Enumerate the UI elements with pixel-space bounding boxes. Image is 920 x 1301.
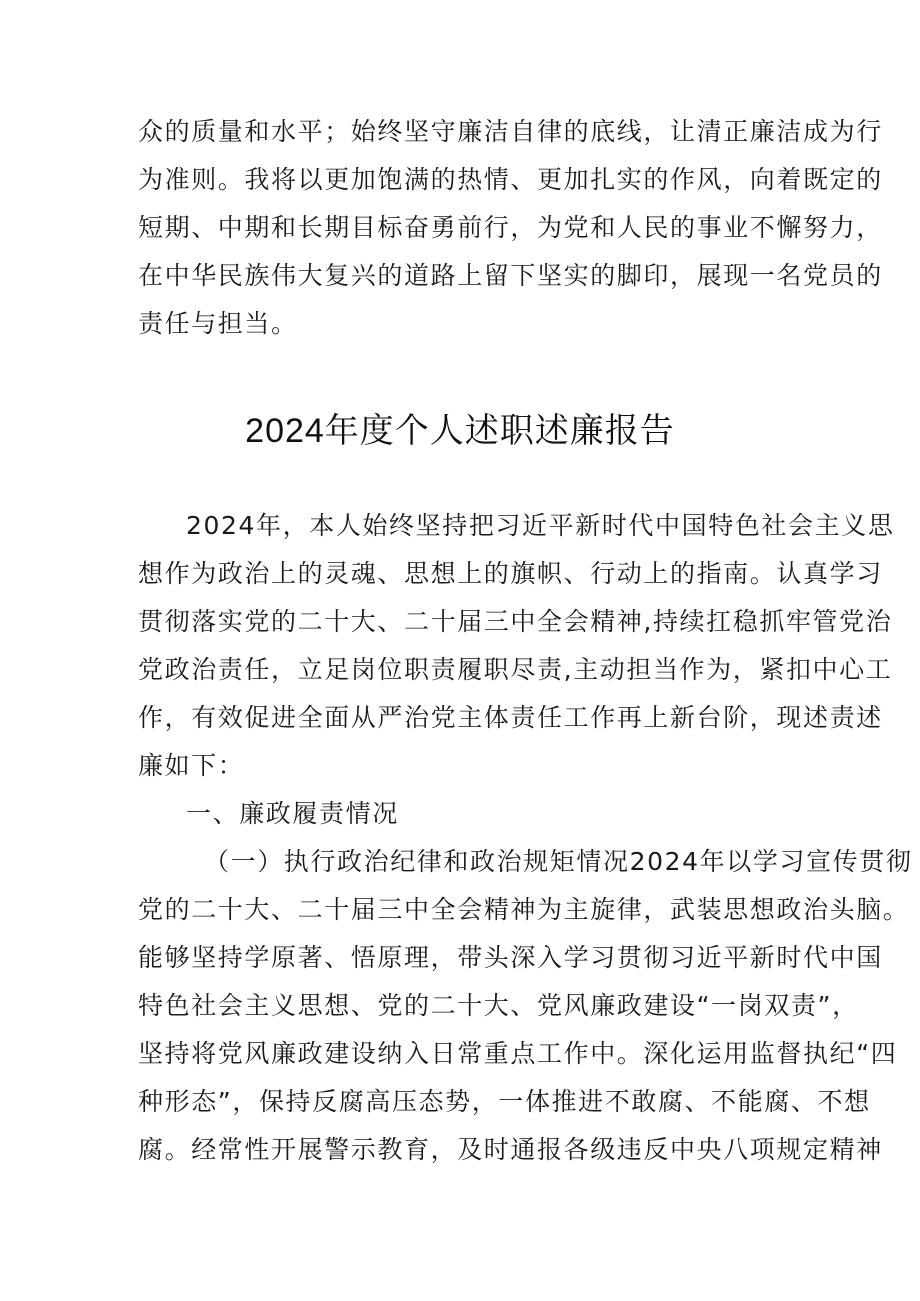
- intro-line-4: 在中华民族伟大复兴的道路上留下坚实的脚印，展现一名党员的: [138, 261, 883, 290]
- paragraph2-line-1: （一）执行政治纪律和政治规矩情况2024年以学习宣传贯彻: [204, 847, 913, 876]
- paragraph1-line-2: 想作为政治上的灵魂、思想上的旗帜、行动上的指南。认真学习: [138, 559, 883, 588]
- paragraph2-line-6: 种形态”，保持反腐高压态势，一体推进不敢腐、不能腐、不想: [138, 1087, 871, 1116]
- paragraph2-line-7: 腐。经常性开展警示教育，及时通报各级违反中央八项规定精神: [138, 1135, 883, 1164]
- report-title: 2024年度个人述职述廉报告: [245, 412, 675, 450]
- paragraph1-line-1: 2024年，本人始终坚持把习近平新时代中国特色社会主义思: [186, 511, 895, 540]
- section-heading: 一、廉政履责情况: [186, 799, 399, 828]
- paragraph2-line-3: 能够坚持学原著、悟原理，带头深入学习贯彻习近平新时代中国: [138, 943, 883, 972]
- paragraph1-line-3: 贯彻落实党的二十大、二十届三中全会精神,持续扛稳抓牢管党治: [138, 607, 893, 636]
- paragraph2-line-4: 特色社会主义思想、党的二十大、党风廉政建设“一岗双责”，: [138, 991, 859, 1020]
- intro-line-1: 众的质量和水平；始终坚守廉洁自律的底线，让清正廉洁成为行: [138, 117, 883, 146]
- intro-line-2: 为准则。我将以更加饱满的热情、更加扎实的作风，向着既定的: [138, 165, 883, 194]
- paragraph1-line-6: 廉如下：: [138, 751, 245, 780]
- paragraph1-line-5: 作，有效促进全面从严治党主体责任工作再上新台阶，现述责述: [138, 703, 883, 732]
- paragraph2-line-5: 坚持将党风廉政建设纳入日常重点工作中。深化运用监督执纪“四: [138, 1039, 898, 1068]
- intro-line-3: 短期、中期和长期目标奋勇前行，为党和人民的事业不懈努力，: [138, 213, 883, 242]
- paragraph2-line-2: 党的二十大、二十届三中全会精神为主旋律，武装思想政治头脑。: [138, 895, 910, 924]
- intro-line-5: 责任与担当。: [138, 309, 298, 338]
- paragraph1-line-4: 党政治责任，立足岗位职责履职尽责,主动担当作为，紧扣中心工: [138, 655, 893, 684]
